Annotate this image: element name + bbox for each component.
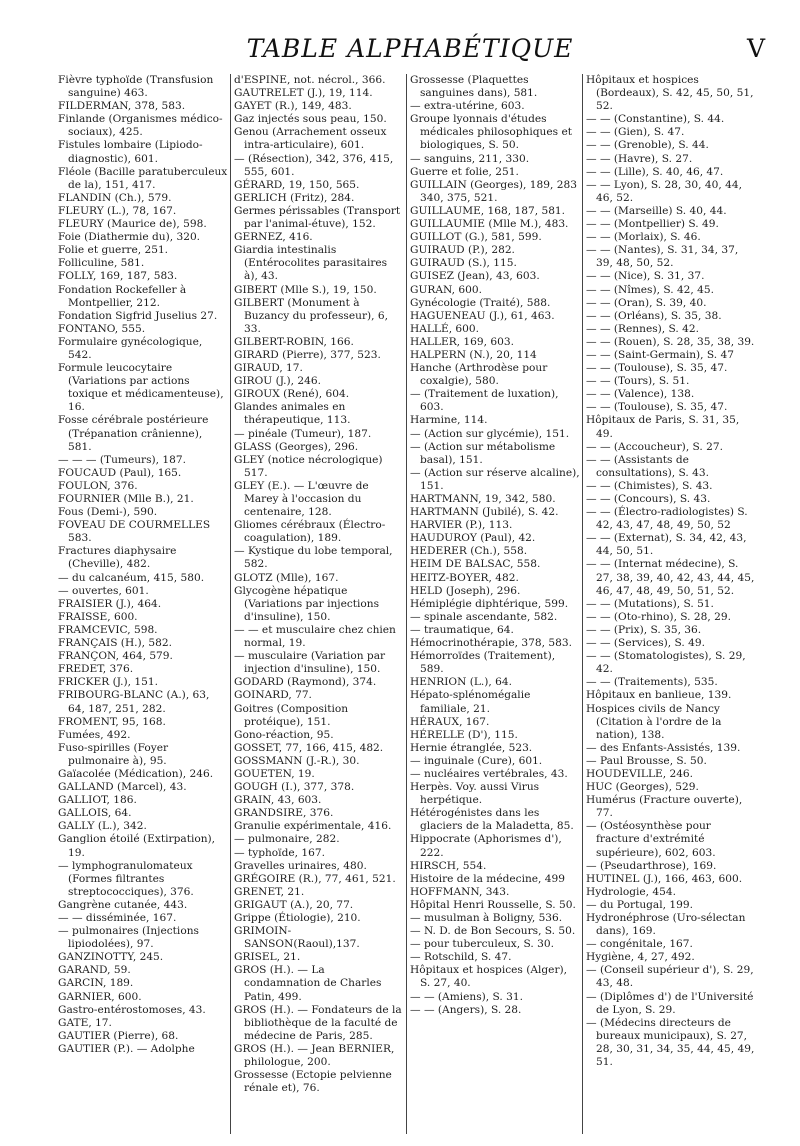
index-entry: Hôpitaux et hospices (Bordeaux), S. 42, 45, 50, 51, 52. (586, 74, 754, 113)
index-column-2 (234, 74, 404, 1134)
index-entry: — — (Nantes), S. 31, 34, 37, 39, 48, 50, 52. (586, 244, 739, 270)
index-entry: HOFFMANN, 343. (410, 885, 510, 898)
index-entry: GUISEZ (Jean), 43, 603. (410, 270, 540, 283)
index-entry: — — (Gien), S. 47. (586, 126, 685, 139)
page-number: V (746, 34, 765, 63)
index-entry: — — (Tours), S. 51. (586, 375, 690, 388)
index-entry: GOSSMANN (J.-R.), 30. (234, 754, 360, 767)
index-entry: HUTINEL (J.), 166, 463, 600. (586, 872, 743, 885)
index-entry: — — (Amiens), S. 31. (410, 990, 523, 1003)
index-entry: Humérus (Fracture ouverte), 77. (586, 794, 743, 820)
index-entry: FOLLY, 169, 187, 583. (58, 270, 178, 283)
index-entry: Guerre et folie, 251. (410, 165, 519, 178)
index-entry: Gastro-entérostomoses, 43. (58, 1003, 206, 1016)
index-entry: — — (Havre), S. 27. (586, 152, 693, 165)
index-entry: HÉRELLE (D'), 115. (410, 728, 518, 741)
index-entry: — — (Chimistes), S. 43. (586, 479, 713, 492)
index-entry: Gangrène cutanée, 443. (58, 898, 188, 911)
index-entry: Hygiène, 4, 27, 492. (586, 951, 695, 964)
index-entry: HARTMANN (Jubilé), S. 42. (410, 506, 559, 519)
index-entry: FLEURY (Maurice de), 598. (58, 218, 207, 231)
index-entry: — — (Montpellier) S. 49. (586, 218, 719, 231)
index-entry: Hydrologie, 454. (586, 885, 676, 898)
index-entry: FOUCAUD (Paul), 165. (58, 466, 182, 479)
index-entry: — — (Morlaix), S. 46. (586, 231, 701, 244)
index-entry: — inguinale (Cure), 601. (410, 754, 543, 767)
index-entry: — Kystique du lobe temporal, 582. (234, 545, 393, 571)
index-entry: — — (Rennes), S. 42. (586, 322, 699, 335)
index-entry: FILDERMAN, 378, 583. (58, 100, 186, 113)
index-entry: — — (Oran), S. 39, 40. (586, 296, 707, 309)
index-column-4 (586, 74, 756, 1134)
index-entry: — — (Constantine), S. 44. (586, 113, 725, 126)
index-entry: — — (Nîmes), S. 42, 45. (586, 283, 715, 296)
index-entry: Formulaire gynécologique, 542. (58, 335, 203, 361)
index-entry: FRANÇAIS (H.), 582. (58, 637, 173, 650)
index-entry: — — (Toulouse), S. 35, 47. (586, 401, 728, 414)
index-entry: — N. D. de Bon Secours, S. 50. (410, 925, 576, 938)
index-entry: Hôpitaux de Paris, S. 31, 35, 49. (586, 414, 740, 440)
index-entry: — — (Externat), S. 34, 42, 43, 44, 50, 51. (586, 532, 747, 558)
index-entry: — — (Accoucheur), S. 27. (586, 440, 724, 453)
index-entry: FRAISIER (J.), 464. (58, 597, 162, 610)
index-entry: Ganglion étoilé (Extirpation), 19. (58, 833, 216, 859)
index-entry: — pulmonaires (Injections lipiodolées), 97. (58, 925, 199, 951)
index-entry: — traumatique, 64. (410, 623, 514, 636)
index-entry: — spinale ascendante, 582. (410, 610, 558, 623)
index-entry: HARVIER (P.), 113. (410, 519, 513, 532)
index-entry: — — (Services), S. 49. (586, 637, 705, 650)
index-entry: Hospices civils de Nancy (Citation à l'ordre de la nation), 138. (586, 702, 722, 741)
index-entry: Hépato-splénomégalie familiale, 21. (410, 689, 531, 715)
index-entry: — — (Oto-rhino), S. 28, 29. (586, 610, 731, 623)
index-entry: — — (Traitements), 535. (586, 676, 718, 689)
index-entry: — — (Angers), S. 28. (410, 1003, 522, 1016)
index-entry: FRAISSE, 600. (58, 610, 138, 623)
index-entry: GROS (H.). — La condamnation de Charles Patin, 499. (234, 964, 382, 1003)
index-entry: FLEURY (L.), 78, 167. (58, 204, 177, 217)
index-entry: GALLOIS, 64. (58, 807, 132, 820)
index-entry: Finlande (Organismes médico-sociaux), 425. (58, 113, 223, 139)
page-header (55, 34, 765, 74)
index-entry: HEITZ-BOYER, 482. (410, 571, 519, 584)
index-entry: — (Diplômes d') de l'Université de Lyon, S. 29. (586, 990, 754, 1016)
index-entry: — — (Internat médecine), S. 27, 38, 39, 40, 42, 43, 44, 45, 46, 47, 48, 49, 50, 51, 52. (586, 558, 755, 597)
index-entry: — — Lyon), S. 28, 30, 40, 44, 46, 52. (586, 178, 742, 204)
index-entry: Fosse cérébrale postérieure (Trépanation crânienne), 581. (58, 414, 209, 453)
index-entry: — — (Rouen), S. 28, 35, 38, 39. (586, 335, 755, 348)
index-entry: GURAN, 600. (410, 283, 482, 296)
index-entry: GAUTRELET (J.), 19, 114. (234, 87, 373, 100)
index-entry: Gravelles urinaires, 480. (234, 859, 367, 872)
index-entry: Fractures diaphysaire (Cheville), 482. (58, 545, 177, 571)
index-entry: Hippocrate (Aphorismes d'), 222. (410, 833, 562, 859)
index-entry: GOUETEN, 19. (234, 767, 315, 780)
index-entry: Hernie étranglée, 523. (410, 741, 533, 754)
index-entry: GERNEZ, 416. (234, 231, 313, 244)
index-entry: Fous (Demi-), 590. (58, 506, 158, 519)
index-entry: GOUGH (I.), 377, 378. (234, 781, 355, 794)
index-entry: FOULON, 376. (58, 479, 138, 492)
index-entry: HAUDUROY (Paul), 42. (410, 532, 536, 545)
index-entry: GARAND, 59. (58, 964, 131, 977)
index-entry: Hémocrinothérapie, 378, 583. (410, 637, 572, 650)
index-entry: Genou (Arrachement osseux intra-articulaire), 601. (234, 126, 387, 152)
index-entry: HALLÉ, 600. (410, 322, 480, 335)
index-entry: HELD (Joseph), 296. (410, 584, 521, 597)
index-entry: Glycogène hépatique (Variations par injections d'insuline), 150. (234, 584, 380, 623)
index-entry: Grippe (Étiologie), 210. (234, 912, 361, 924)
index-entry: GOINARD, 77. (234, 689, 312, 702)
index-entry: GÉRARD, 19, 150, 565. (234, 178, 360, 191)
index-entry: — (Médecins directeurs de bureaux municipaux), S. 27, 28, 30, 31, 34, 35, 44, 45, 49, 51. (586, 1016, 755, 1069)
index-entry: GAUTIER (Pierre), 68. (58, 1029, 179, 1042)
index-entry: GOSSET, 77, 166, 415, 482. (234, 741, 384, 754)
index-entry: FROMENT, 95, 168. (58, 715, 166, 728)
index-entry: — du calcanéum, 415, 580. (58, 571, 205, 584)
index-entry: — — (Prix), S. 35, 36. (586, 623, 702, 636)
index-entry: Folie et guerre, 251. (58, 244, 169, 257)
index-entry: GARCIN, 189. (58, 977, 134, 990)
index-entry: — — (Nice), S. 31, 37. (586, 270, 705, 283)
index-entry: — — (Orléans), S. 35, 38. (586, 309, 722, 322)
index-entry: Grossesse (Ectopie pelvienne rénale et), 76. (234, 1069, 392, 1095)
index-entry: GARNIER, 600. (58, 990, 142, 1003)
index-entry: FRAMCEVIC, 598. (58, 623, 158, 636)
index-entry: GRENET, 21. (234, 885, 305, 898)
index-entry: Gaïacolée (Médication), 246. (58, 767, 214, 780)
index-entry: GRÉGOIRE (R.), 77, 461, 521. (234, 872, 396, 885)
index-entry: GRAIN, 43, 603. (234, 794, 322, 807)
page-title: TABLE ALPHABÉTIQUE (246, 34, 574, 63)
index-entry: GANZINOTTY, 245. (58, 951, 164, 964)
index-entry: FONTANO, 555. (58, 322, 146, 335)
index-entry: — nucléaires vertébrales, 43. (410, 767, 568, 780)
index-entry: GATE, 17. (58, 1016, 112, 1029)
index-entry: GLOTZ (Mlle), 167. (234, 571, 339, 584)
index-entry: Fistules lombaire (Lipiodo-diagnostic), 601. (58, 139, 203, 165)
index-entry: — des Enfants-Assistés, 139. (586, 741, 741, 754)
index-entry: HENRION (L.), 64. (410, 676, 512, 689)
index-entry: GUIRAUD (P.), 282. (410, 244, 515, 257)
index-entry: — Paul Brousse, S. 50. (586, 754, 707, 767)
column-divider (230, 74, 231, 1134)
index-entry: Hanche (Arthrodèse pour coxalgie), 580. (410, 362, 548, 388)
index-entry: HOUDEVILLE, 246. (586, 767, 694, 780)
index-entry: Hôpitaux et hospices (Alger), S. 27, 40. (410, 964, 568, 990)
index-columns (58, 74, 766, 1134)
index-entry: GALLAND (Marcel), 43. (58, 781, 187, 794)
index-entry: — (Traitement de luxation), 603. (410, 388, 559, 414)
index-entry: — (Action sur réserve alcaline), 151. (410, 466, 580, 492)
index-entry: Hôpitaux en banlieue, 139. (586, 689, 732, 702)
index-entry: FOVEAU DE COURMELLES 583. (58, 519, 211, 545)
index-entry: GIRAUD, 17. (234, 362, 303, 375)
index-entry: Hétérogénistes dans les glaciers de la Maladetta, 85. (410, 807, 574, 833)
index-entry: — Rotschild, S. 47. (410, 951, 512, 964)
index-entry: — lymphogranulomateux (Formes filtrantes streptococciques), 376. (58, 859, 194, 898)
index-entry: GRANDSIRE, 376. (234, 807, 334, 820)
index-entry: — congénitale, 167. (586, 938, 693, 951)
index-entry: Hémorroïdes (Traitement), 589. (410, 650, 556, 676)
index-entry: FREDET, 376. (58, 663, 134, 676)
index-entry: Germes périssables (Transport par l'animal-étuve), 152. (234, 204, 401, 231)
index-entry: GAUTIER (P.). — Adolphe (58, 1042, 195, 1055)
index-entry: — — (Grenoble), S. 44. (586, 139, 709, 152)
index-entry: GUILLAUMIE (Mlle M.), 483. (410, 218, 569, 231)
index-entry: HÉRAUX, 167. (410, 715, 490, 728)
index-entry: — pour tuberculeux, S. 30. (410, 938, 554, 951)
index-entry: FOURNIER (Mlle B.), 21. (58, 493, 194, 505)
index-entry: HIRSCH, 554. (410, 859, 487, 872)
index-entry: HUC (Georges), 529. (586, 781, 699, 794)
index-entry: — (Conseil supérieur d'), S. 29, 43, 48. (586, 964, 754, 990)
index-entry: Granulie expérimentale, 416. (234, 820, 392, 833)
index-entry: Folliculine, 581. (58, 257, 145, 270)
index-entry: — (Pseudarthrose), 169. (586, 859, 717, 872)
index-entry: GODARD (Raymond), 374. (234, 676, 377, 689)
index-column-1 (58, 74, 228, 1134)
column-divider (406, 74, 407, 1134)
index-column-3 (410, 74, 580, 1134)
index-entry: — — (Lille), S. 40, 46, 47. (586, 165, 724, 178)
index-entry: — — (Concours), S. 43. (586, 493, 711, 505)
index-entry: GERLICH (Fritz), 284. (234, 191, 355, 204)
index-entry: — musulman à Boligny, 536. (410, 912, 563, 924)
index-entry: FRANÇON, 464, 579. (58, 650, 173, 663)
index-entry: Harmine, 114. (410, 414, 488, 427)
index-entry: HEDERER (Ch.), 558. (410, 545, 528, 558)
index-entry: GRISEL, 21. (234, 951, 301, 964)
index-entry: Gaz injectés sous peau, 150. (234, 113, 387, 126)
index-entry: — pulmonaire, 282. (234, 833, 340, 846)
index-entry: GIRARD (Pierre), 377, 523. (234, 348, 381, 361)
index-entry: GRIGAUT (A.), 20, 77. (234, 898, 354, 911)
index-entry: GUILLAIN (Georges), 189, 283 340, 375, 521. (410, 178, 577, 204)
index-entry: Foie (Diathermie du), 320. (58, 231, 201, 244)
index-entry: GILBERT-ROBIN, 166. (234, 335, 354, 348)
index-entry: — pinéale (Tumeur), 187. (234, 427, 372, 440)
index-entry: Groupe lyonnais d'études médicales philosophiques et biologiques, S. 50. (410, 113, 572, 152)
index-entry: d'ESPINE, not. nécrol., 366. (234, 74, 386, 86)
index-entry: FRIBOURG-BLANC (A.), 63, 64, 187, 251, 282. (58, 689, 210, 715)
index-entry: Hémiplégie diphtérique, 599. (410, 597, 569, 610)
index-entry: HARTMANN, 19, 342, 580. (410, 493, 556, 505)
index-entry: Fondation Sigfrid Juselius 27. (58, 309, 218, 322)
index-entry: Gono-réaction, 95. (234, 728, 334, 741)
index-entry: HAGUENEAU (J.), 61, 463. (410, 309, 555, 322)
index-entry: — — (Électro-radiologistes) S. 42, 43, 47, 48, 49, 50, 52 (586, 506, 748, 532)
index-entry: Glandes animales en thérapeutique, 113. (234, 401, 351, 427)
index-entry: GIBERT (Mlle S.), 19, 150. (234, 283, 377, 296)
index-entry: GROS (H.). — Fondateurs de la bibliothèque de la faculté de médecine de Paris, 285. (234, 1003, 402, 1042)
index-entry: HALLER, 169, 603. (410, 335, 514, 348)
index-entry: GUILLOT (G.), 581, 599. (410, 231, 542, 244)
index-entry: FLANDIN (Ch.), 579. (58, 191, 172, 204)
index-entry: Fléole (Bacille paratuberculeux de la), 151, 417. (58, 165, 228, 191)
index-entry: — — — (Tumeurs), 187. (58, 453, 186, 466)
index-entry: GLASS (Georges), 296. (234, 440, 359, 453)
column-divider (582, 74, 583, 1134)
index-entry: — (Action sur glycémie), 151. (410, 427, 570, 440)
index-entry: — — (Valence), 138. (586, 388, 695, 401)
index-entry: — (Action sur métabolisme basal), 151. (410, 440, 556, 466)
index-entry: Goitres (Composition protéique), 151. (234, 702, 349, 728)
index-entry: HEIM DE BALSAC, 558. (410, 558, 541, 571)
index-entry: Hydronéphrose (Uro-sélectan dans), 169. (586, 912, 746, 938)
index-entry: — — (Marseille) S. 40, 44. (586, 204, 727, 217)
index-entry: Formule leucocytaire (Variations par actions toxique et médicamenteuse), 16. (58, 362, 224, 414)
index-entry: GAYET (R.), 149, 483. (234, 100, 352, 113)
index-entry: — — et musculaire chez chien normal, 19. (234, 623, 396, 650)
index-entry: GUIRAUD (S.), 115. (410, 257, 517, 270)
index-entry: Giardia intestinalis (Entérocolites parasitaires à), 43. (234, 244, 388, 283)
index-entry: Herpès. Voy. aussi Virus herpétique. (410, 781, 540, 807)
index-entry: Fuso-spirilles (Foyer pulmonaire à), 95. (58, 741, 169, 767)
index-entry: GROS (H.). — Jean BERNIER, philologue, 200. (234, 1042, 395, 1069)
index-entry: FRICKER (J.), 151. (58, 676, 158, 689)
index-entry: GLEY (notice nécrologique) 517. (234, 453, 383, 479)
index-entry: GLEY (E.). — L'œuvre de Marey à l'occasion du centenaire, 128. (234, 479, 369, 519)
index-entry: — — (Stomatologistes), S. 29, 42. (586, 650, 746, 676)
index-entry: — — disséminée, 167. (58, 912, 177, 924)
index-entry: — ouvertes, 601. (58, 584, 149, 597)
index-entry: — sanguins, 211, 330. (410, 152, 530, 165)
index-entry: GIROUX (René), 604. (234, 388, 350, 401)
index-entry: — extra-utérine, 603. (410, 100, 525, 113)
index-entry: Hôpital Henri Rousselle, S. 50. (410, 898, 576, 911)
index-entry: Fondation Rockefeller à Montpellier, 212. (58, 283, 187, 309)
index-entry: GALLY (L.), 342. (58, 820, 147, 833)
index-entry: — (Résection), 342, 376, 415, 555, 601. (234, 152, 394, 178)
index-entry: — — (Saint-Germain), S. 47 (586, 348, 735, 361)
index-entry: — — (Mutations), S. 51. (586, 597, 714, 610)
index-entry: Grossesse (Plaquettes sanguines dans), 581. (410, 74, 538, 100)
index-entry: — musculaire (Variation par injection d'insuline), 150. (234, 650, 386, 676)
index-entry: GIROU (J.), 246. (234, 375, 321, 388)
index-entry: — — (Assistants de consultations), S. 43. (586, 453, 709, 479)
index-entry: HALPERN (N.), 20, 114 (410, 348, 537, 361)
index-entry: Fièvre typhoïde (Transfusion sanguine) 463. (58, 74, 214, 100)
index-entry: GILBERT (Monument à Buzancy du professeur), 6, 33. (234, 296, 389, 335)
index-entry: Gynécologie (Traité), 588. (410, 296, 551, 309)
index-entry: — typhoïde, 167. (234, 846, 325, 859)
index-entry: — (Ostéosynthèse pour fracture d'extrémité supérieure), 602, 603. (586, 820, 716, 859)
index-entry: GRIMOIN-SANSON(Raoul),137. (234, 925, 360, 951)
index-entry: GUILLAUME, 168, 187, 581. (410, 204, 566, 217)
index-entry: — — (Toulouse), S. 35, 47. (586, 362, 728, 375)
index-entry: Fumées, 492. (58, 728, 131, 741)
index-entry: GALLIOT, 186. (58, 794, 137, 807)
index-entry: Histoire de la médecine, 499 (410, 872, 566, 885)
index-entry: Gliomes cérébraux (Électro-coagulation), 189. (234, 519, 386, 545)
index-entry: — du Portugal, 199. (586, 898, 693, 911)
